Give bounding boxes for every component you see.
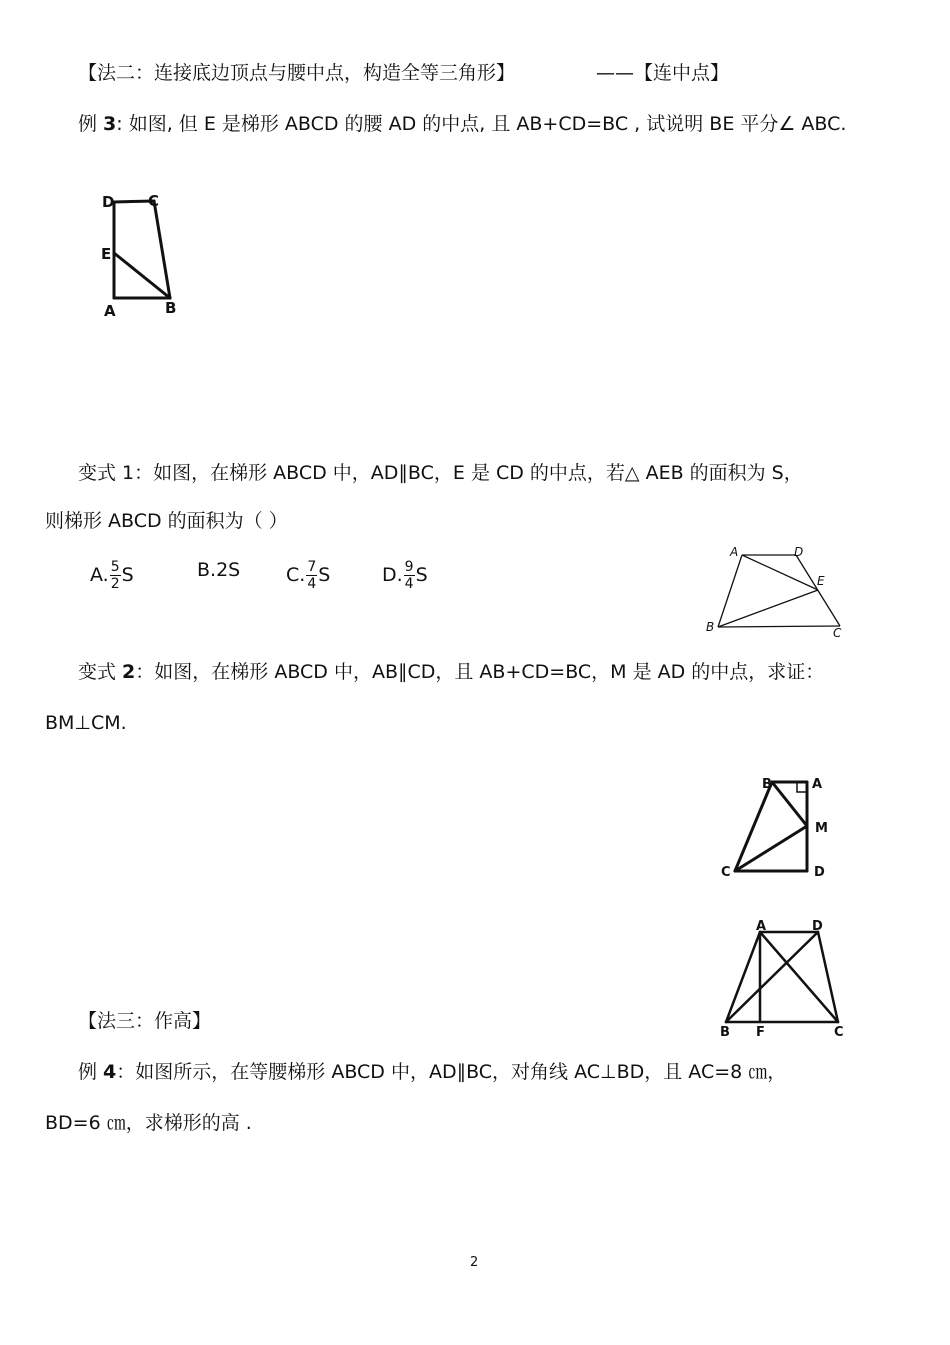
- fig2-label-c: C: [833, 626, 842, 640]
- fig1-label-c: C: [148, 192, 160, 210]
- fig3-label-d: D: [814, 865, 825, 880]
- option-d-s: S: [415, 564, 428, 586]
- variant1-option-d: [382, 559, 428, 592]
- option-c-fraction: [306, 559, 317, 592]
- figure-variant1: [700, 540, 860, 645]
- example4-label: 例: [78, 1061, 104, 1083]
- option-c-s: S: [318, 564, 331, 586]
- fig3-label-b: B: [762, 777, 772, 792]
- fig3-label-m: M: [815, 821, 828, 836]
- fig4-label-c: C: [834, 1025, 844, 1040]
- example4-body: ：如图所示，在等腰梯形 ABCD 中，AD∥BC，对角线 AC⊥BD，且 AC=8 ㎝，: [116, 1061, 787, 1083]
- variant2-line2: BM⊥CM.: [45, 712, 127, 734]
- variant2-body: ：如图，在梯形 ABCD 中，AB∥CD，且 AB+CD=BC，M 是 AD 的中点，求证：: [135, 661, 825, 683]
- method2-tag: ——【连中点】: [596, 62, 730, 84]
- method2-title: [78, 60, 515, 86]
- fig4-label-d: D: [812, 919, 823, 934]
- fig2-edge-bc: [718, 626, 840, 627]
- example3-number: 3: [103, 113, 117, 135]
- fig1-label-a: A: [104, 302, 116, 320]
- fig2-edge-ab: [718, 555, 742, 627]
- variant2-line1: [78, 659, 824, 685]
- variant1-line2: 则梯形 ABCD 的面积为（ ）: [45, 510, 288, 532]
- fig2-label-a: A: [730, 545, 739, 559]
- option-a-fraction: [110, 559, 121, 592]
- fig2-label-e: E: [817, 574, 825, 588]
- option-d-label: D.: [382, 564, 403, 586]
- fig3-label-c: C: [721, 865, 731, 880]
- page-number: 2: [470, 1255, 479, 1270]
- variant2-number: 2: [122, 661, 136, 683]
- fig4-label-f: F: [756, 1025, 765, 1040]
- fig2-label-b: B: [706, 620, 715, 634]
- method3-title: 【法三：作高】: [78, 1010, 212, 1032]
- fig4-label-a: A: [756, 919, 767, 934]
- fig4-edge-ab: [726, 932, 760, 1022]
- option-c-denominator: 4: [307, 576, 317, 592]
- fig3-edge-bc: [735, 782, 772, 871]
- fig3-label-a: A: [812, 777, 823, 792]
- example4-line1: [78, 1059, 786, 1085]
- option-a-denominator: 2: [110, 576, 120, 592]
- fig1-label-e: E: [101, 245, 112, 263]
- option-d-numerator: 9: [404, 559, 414, 575]
- fig4-label-b: B: [720, 1025, 730, 1040]
- option-a-label: A.: [90, 564, 109, 586]
- variant1-option-a: [90, 559, 134, 592]
- fig4-edge-dc: [818, 932, 838, 1022]
- variant1-option-b: B.2S: [197, 559, 241, 581]
- option-a-s: S: [121, 564, 134, 586]
- variant1-line1: 变式 1：如图，在梯形 ABCD 中，AD∥BC，E 是 CD 的中点，若△ AEB 的面积为 S，: [78, 462, 803, 484]
- figure-example3: [98, 185, 188, 320]
- figure-variant2: [715, 768, 845, 886]
- variant2-label: 变式: [78, 661, 123, 683]
- option-c-label: C.: [286, 564, 306, 586]
- option-c-numerator: 7: [307, 559, 317, 575]
- fig1-edge-eb: [114, 253, 170, 298]
- fig1-label-d: D: [102, 193, 115, 211]
- example4-line2: BD=6 ㎝，求梯形的高 .: [45, 1112, 252, 1134]
- example3-body: : 如图, 但 E 是梯形 ABCD 的腰 AD 的中点, 且 AB+CD=BC , 试说明 BE 平分∠ ABC.: [116, 113, 847, 135]
- option-d-fraction: [404, 559, 415, 592]
- example4-number: 4: [103, 1061, 117, 1083]
- fig1-edge-cb: [154, 201, 170, 298]
- example3-text: [78, 111, 846, 137]
- fig2-edge-be: [718, 590, 818, 627]
- fig2-label-d: D: [794, 545, 804, 559]
- method2-title-text: 【法二：连接底边顶点与腰中点，构造全等三角形】: [78, 62, 516, 84]
- figure-example4: [710, 912, 860, 1042]
- example3-label: 例: [78, 113, 104, 135]
- option-a-numerator: 5: [110, 559, 120, 575]
- fig1-label-b: B: [165, 299, 177, 317]
- option-d-denominator: 4: [404, 576, 414, 592]
- fig3-edge-bm: [772, 782, 807, 826]
- variant1-option-c: [286, 559, 330, 592]
